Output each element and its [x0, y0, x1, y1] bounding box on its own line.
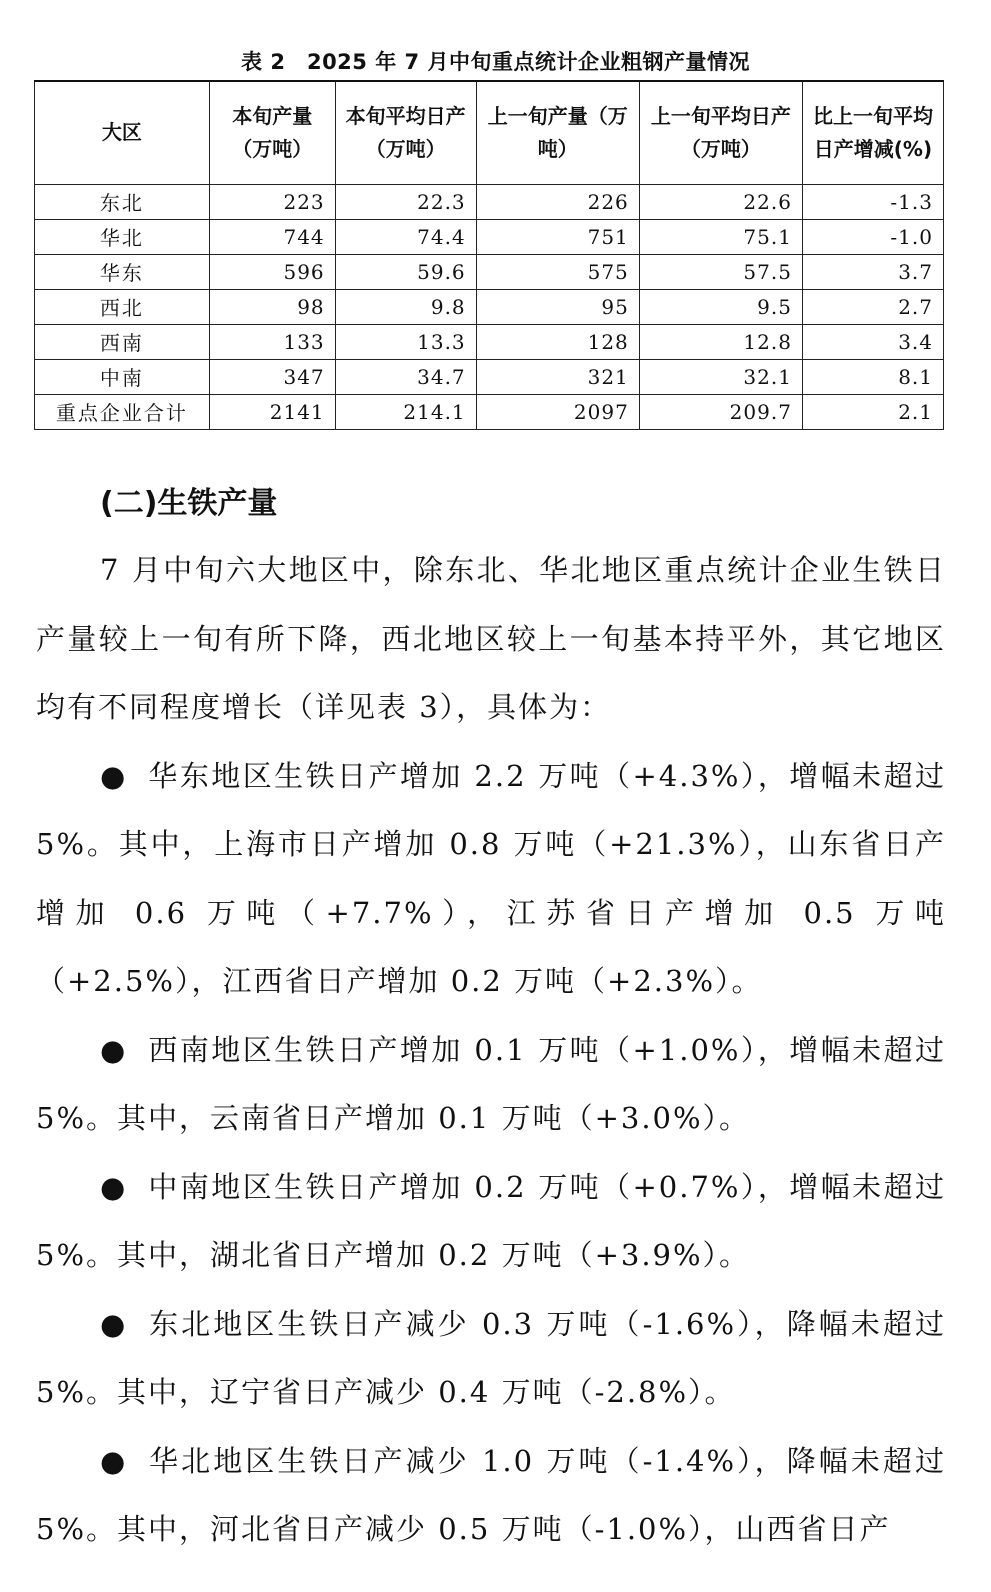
value-cell: 9.5 [639, 289, 802, 324]
bullet-paragraph [36, 742, 946, 1016]
section-heading: (二)生铁产量 [100, 486, 278, 521]
value-cell: 744 [209, 219, 335, 254]
value-cell: 751 [476, 219, 639, 254]
section-body [36, 536, 946, 1564]
value-cell: 2141 [209, 394, 335, 429]
bullet-text: 华东地区生铁日产增加 2.2 万吨（+4.3%），增幅未超过 5%。其中，上海市日产增加 0.8 万吨（+21.3%），山东省日产增加 0.6 万吨（+7.7%），江苏省日产增加 0.5 万吨（+2.5%），江西省日产增加 0.2 万吨（+2.3%）。 [36, 758, 946, 998]
region-cell: 重点企业合计 [35, 394, 210, 429]
value-cell: 575 [476, 254, 639, 289]
region-cell: 西南 [35, 324, 210, 359]
table-body [35, 184, 944, 429]
region-cell: 中南 [35, 359, 210, 394]
value-cell: 2097 [476, 394, 639, 429]
bullet-icon: ● [100, 1306, 128, 1341]
intro-paragraph: 7 月中旬六大地区中，除东北、华北地区重点统计企业生铁日产量较上一旬有所下降，西北地区较上一旬基本持平外，其它地区均有不同程度增长（详见表 3），具体为： [36, 553, 946, 724]
value-cell: 8.1 [802, 359, 943, 394]
value-cell: 3.4 [802, 324, 943, 359]
value-cell: -1.0 [802, 219, 943, 254]
header-previous-output: 上一旬产量（万吨） [476, 81, 639, 184]
header-region: 大区 [35, 81, 210, 184]
table-row [35, 394, 944, 429]
bullet-paragraph [36, 1153, 946, 1290]
value-cell: 214.1 [335, 394, 476, 429]
bullet-paragraph [36, 1427, 946, 1564]
table-row [35, 359, 944, 394]
value-cell: 59.6 [335, 254, 476, 289]
value-cell: -1.3 [802, 184, 943, 219]
value-cell: 22.6 [639, 184, 802, 219]
value-cell: 98 [209, 289, 335, 324]
value-cell: 74.4 [335, 219, 476, 254]
bullet-icon: ● [100, 1032, 128, 1067]
value-cell: 9.8 [335, 289, 476, 324]
value-cell: 95 [476, 289, 639, 324]
bullet-text: 东北地区生铁日产减少 0.3 万吨（-1.6%），降幅未超过 5%。其中，辽宁省日产减少 0.4 万吨（-2.8%）。 [36, 1306, 946, 1409]
value-cell: 128 [476, 324, 639, 359]
bullet-text: 西南地区生铁日产增加 0.1 万吨（+1.0%），增幅未超过 5%。其中，云南省日产增加 0.1 万吨（+3.0%）。 [36, 1032, 946, 1135]
region-cell: 东北 [35, 184, 210, 219]
bullet-icon: ● [100, 1443, 128, 1478]
header-current-daily: 本旬平均日产（万吨） [335, 81, 476, 184]
value-cell: 75.1 [639, 219, 802, 254]
header-previous-daily: 上一旬平均日产（万吨） [639, 81, 802, 184]
region-cell: 华东 [35, 254, 210, 289]
table-row [35, 184, 944, 219]
bullet-icon: ● [100, 758, 128, 793]
table-row [35, 289, 944, 324]
bullet-paragraph [36, 1290, 946, 1427]
value-cell: 226 [476, 184, 639, 219]
value-cell: 2.1 [802, 394, 943, 429]
value-cell: 223 [209, 184, 335, 219]
header-current-output: 本旬产量（万吨） [209, 81, 335, 184]
header-change-percent: 比上一旬平均日产增减(%) [802, 81, 943, 184]
value-cell: 34.7 [335, 359, 476, 394]
value-cell: 321 [476, 359, 639, 394]
value-cell: 57.5 [639, 254, 802, 289]
value-cell: 133 [209, 324, 335, 359]
region-cell: 西北 [35, 289, 210, 324]
bullet-paragraph [36, 1016, 946, 1153]
bullet-icon: ● [100, 1169, 128, 1204]
value-cell: 209.7 [639, 394, 802, 429]
crude-steel-table [34, 80, 944, 430]
value-cell: 347 [209, 359, 335, 394]
table-row [35, 324, 944, 359]
bullet-text: 华北地区生铁日产减少 1.0 万吨（-1.4%），降幅未超过 5%。其中，河北省日产减少 0.5 万吨（-1.0%），山西省日产 [36, 1443, 946, 1546]
value-cell: 2.7 [802, 289, 943, 324]
value-cell: 32.1 [639, 359, 802, 394]
value-cell: 596 [209, 254, 335, 289]
bullet-list [36, 742, 946, 1564]
value-cell: 22.3 [335, 184, 476, 219]
table-caption: 表 2 2025 年 7 月中旬重点统计企业粗钢产量情况 [241, 50, 750, 74]
value-cell: 3.7 [802, 254, 943, 289]
value-cell: 13.3 [335, 324, 476, 359]
table-row [35, 254, 944, 289]
value-cell: 12.8 [639, 324, 802, 359]
bullet-text: 中南地区生铁日产增加 0.2 万吨（+0.7%），增幅未超过 5%。其中，湖北省日产增加 0.2 万吨（+3.9%）。 [36, 1169, 946, 1272]
region-cell: 华北 [35, 219, 210, 254]
table-row [35, 219, 944, 254]
